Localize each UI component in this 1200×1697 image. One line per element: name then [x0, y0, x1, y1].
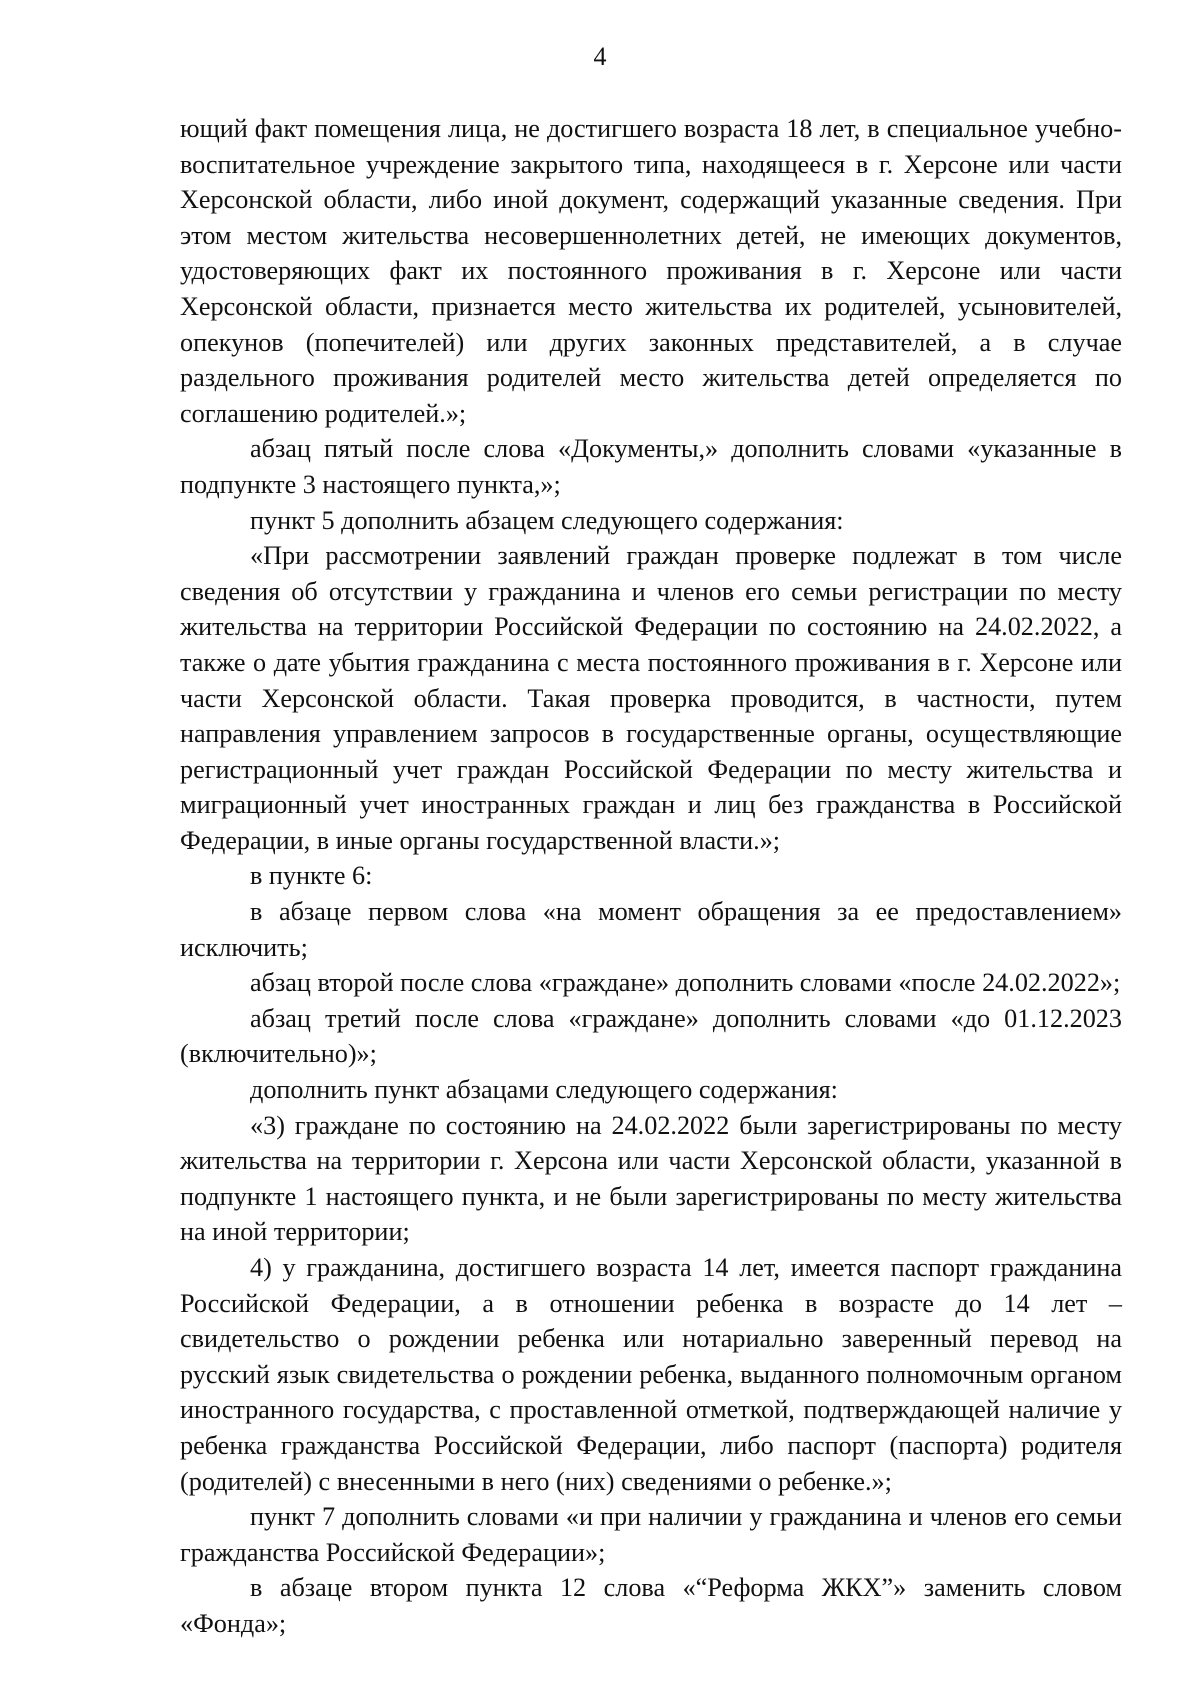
paragraph-abzac-third: абзац третий после слова «граждане» дополнить словами «до 01.12.2023 (включительно)»;	[180, 1003, 1122, 1069]
paragraph-item-4: 4) у гражданина, достигшего возраста 14 лет, имеется паспорт гражданина Российской Федерации, а в отношении ребенка в возрасте до 14 лет – свидетельство о рождении ребенка или нотариально заверенный перевод на русский язык свидетельства о рождении ребенка, выданного полномочным органом иностранного государства, с проставленной отметкой, подтверждающей наличие у ребенка гражданства Российской Федерации, либо паспорт (паспорта) родителя (родителей) с внесенными в него (них) сведениями о ребенке.»;	[180, 1253, 1122, 1496]
paragraph-add-abzacs: дополнить пункт абзацами следующего содержания:	[250, 1075, 838, 1105]
paragraph-punkt-5-text: «При рассмотрении заявлений граждан проверке подлежат в том числе сведения об отсутствии у гражданина и членов его семьи регистрации по месту жительства на территории Российской Федерации по состоянию на 24.02.2022, а также о дате убытия гражданина с места постоянного проживания в г. Херсоне или части Херсонской области. Такая проверка проводится, в частности, путем направления управлением запросов в государственные органы, осуществляющие регистрационный учет граждан Российской Федерации по месту жительства и миграционный учет иностранных граждан и лиц без гражданства в Российской Федерации, в иные органы государственной власти.»;	[180, 541, 1122, 855]
paragraph-abzac-first: в абзаце первом слова «на момент обращения за ее предоставлением» исключить;	[180, 897, 1122, 962]
page-number: 4	[593, 42, 607, 71]
paragraph-punkt-7: пункт 7 дополнить словами «и при наличии у гражданина и членов его семьи гражданства Российской Федерации»;	[180, 1502, 1122, 1567]
paragraph-punkt-12: в абзаце втором пункта 12 слова «“Реформа ЖКХ”» заменить словом «Фонда»;	[180, 1573, 1122, 1638]
paragraph-punkt-5: пункт 5 дополнить абзацем следующего содержания:	[250, 505, 844, 535]
paragraph-abzac-second: абзац второй после слова «граждане» дополнить словами «после 24.02.2022»;	[250, 968, 1121, 998]
document-body	[180, 111, 1122, 1642]
paragraph-amendment-abzac-5: абзац пятый после слова «Документы,» дополнить словами «указанные в подпункте 3 настоящего пункта,»;	[180, 434, 1122, 499]
paragraph-punkt-6: в пункте 6:	[250, 861, 373, 891]
paragraph-continuation: ющий факт помещения лица, не достигшего возраста 18 лет, в специальное учебно-воспитательное учреждение закрытого типа, находящееся в г. Херсоне или части Херсонской области, либо иной документ, содержащий указанные сведения. При этом местом жительства несовершеннолетних детей, не имеющих документов, удостоверяющих факт их постоянного проживания в г. Херсоне или части Херсонской области, признается место жительства их родителей, усыновителей, опекунов (попечителей) или других законных представителей, а в случае раздельного проживания родителей место жительства детей определяется по соглашению родителей.»;	[180, 114, 1122, 428]
paragraph-item-3: «3) граждане по состоянию на 24.02.2022 были зарегистрированы по месту жительства на территории г. Херсона или части Херсонской области, указанной в подпункте 1 настоящего пункта, и не были зарегистрированы по месту жительства на иной территории;	[180, 1110, 1122, 1247]
